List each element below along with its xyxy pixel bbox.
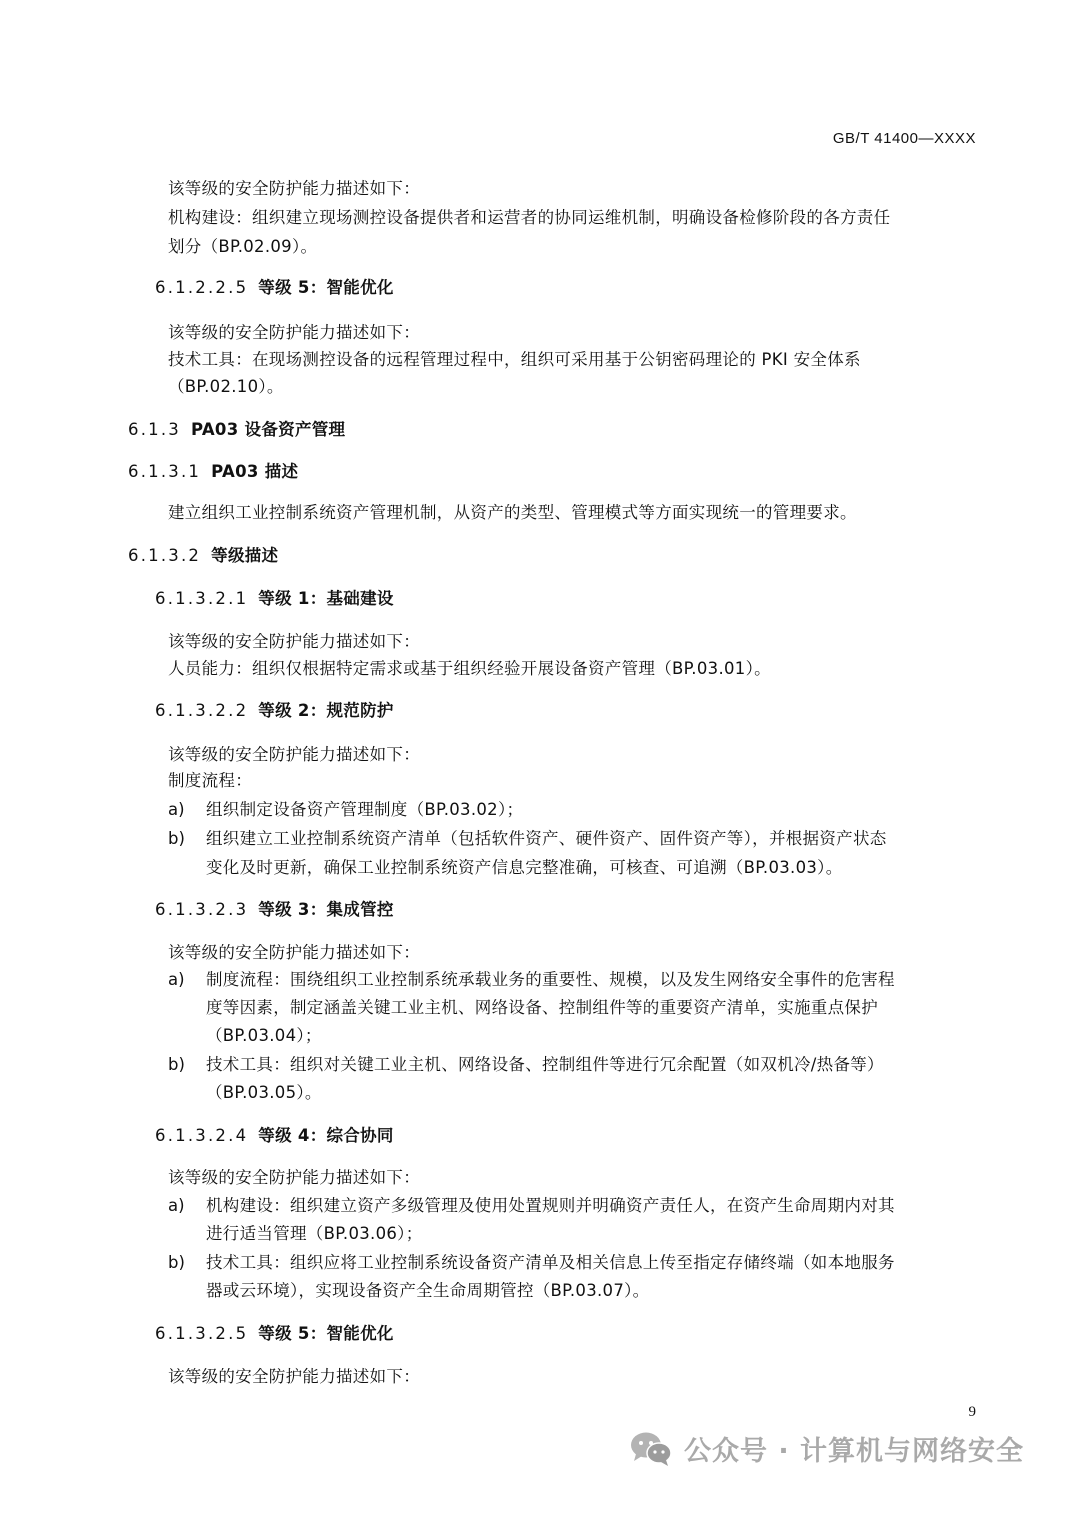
paragraph: 该等级的安全防护能力描述如下：	[168, 1168, 420, 1187]
list-item-text: （BP.03.05）。	[206, 1083, 322, 1102]
list-item-text: 进行适当管理（BP.03.06）；	[206, 1224, 423, 1243]
section-heading	[128, 417, 345, 443]
wechat-icon	[628, 1428, 674, 1468]
paragraph: 技术工具：在现场测控设备的远程管理过程中，组织可采用基于公钥密码理论的 PKI 安全体系	[168, 350, 861, 369]
list-item-text: 技术工具：组织应将工业控制系统设备资产清单及相关信息上传至指定存储终端（如本地服务	[206, 1253, 895, 1272]
paragraph: 该等级的安全防护能力描述如下：	[168, 1367, 420, 1386]
list-marker: b)	[168, 1253, 185, 1272]
paragraph: 建立组织工业控制系统资产管理机制，从资产的类型、管理模式等方面实现统一的管理要求。	[168, 503, 857, 522]
section-title: 等级 3：集成管控	[258, 900, 394, 919]
list-item-text: 组织建立工业控制系统资产清单（包括软件资产、硬件资产、固件资产等），并根据资产状态	[206, 829, 887, 848]
paragraph: 机构建设：组织建立现场测控设备提供者和运营者的协同运维机制，明确设备检修阶段的各方责任	[168, 208, 891, 227]
section-number: 6.1.3	[128, 420, 181, 439]
list-item-text: 机构建设：组织建立资产多级管理及使用处置规则并明确资产责任人，在资产生命周期内对其	[206, 1196, 895, 1215]
section-heading	[155, 586, 394, 612]
paragraph: 制度流程：	[168, 771, 252, 790]
watermark-text: 公众号 · 计算机与网络安全	[684, 1435, 1025, 1467]
list-item-text: 技术工具：组织对关键工业主机、网络设备、控制组件等进行冗余配置（如双机冷/热备等）	[206, 1055, 884, 1074]
list-marker: a)	[168, 1196, 185, 1215]
section-title: PA03 设备资产管理	[190, 420, 346, 439]
list-item-text: 组织制定设备资产管理制度（BP.03.02）；	[206, 800, 524, 819]
section-title: 等级 4：综合协同	[258, 1126, 394, 1145]
section-number: 6.1.3.2.3	[155, 900, 249, 919]
section-title: 等级 5：智能优化	[258, 1324, 394, 1343]
paragraph: 该等级的安全防护能力描述如下：	[168, 632, 420, 651]
section-heading	[155, 698, 394, 724]
watermark	[628, 1428, 1024, 1468]
section-heading	[128, 543, 278, 569]
list-marker: a)	[168, 970, 185, 989]
list-item-text: 制度流程：围绕组织工业控制系统承载业务的重要性、规模，以及发生网络安全事件的危害程	[206, 970, 895, 989]
section-title: PA03 描述	[211, 462, 299, 481]
section-number: 6.1.3.2	[128, 546, 202, 565]
section-title: 等级描述	[211, 546, 279, 565]
paragraph: 该等级的安全防护能力描述如下：	[168, 179, 420, 198]
list-marker: b)	[168, 829, 185, 848]
section-number: 6.1.3.2.2	[155, 701, 249, 720]
list-item-text: 变化及时更新，确保工业控制系统资产信息完整准确，可核查、可追溯（BP.03.03）。	[206, 858, 843, 877]
section-heading	[155, 1321, 394, 1347]
section-number: 6.1.3.1	[128, 462, 202, 481]
section-title: 等级 2：规范防护	[258, 701, 394, 720]
section-title: 等级 5：智能优化	[258, 278, 394, 297]
section-number: 6.1.2.2.5	[155, 278, 249, 297]
section-title: 等级 1：基础建设	[258, 589, 394, 608]
paragraph: （BP.02.10）。	[168, 377, 284, 396]
paragraph: 该等级的安全防护能力描述如下：	[168, 943, 420, 962]
paragraph: 人员能力：组织仅根据特定需求或基于组织经验开展设备资产管理（BP.03.01）。	[168, 659, 771, 678]
list-item-text: 器或云环境），实现设备资产全生命周期管控（BP.03.07）。	[206, 1281, 650, 1300]
list-item-text: （BP.03.04）；	[206, 1026, 322, 1045]
paragraph: 该等级的安全防护能力描述如下：	[168, 323, 420, 342]
list-marker: b)	[168, 1055, 185, 1074]
page-number: 9	[968, 1404, 976, 1420]
list-item-text: 度等因素，制定涵盖关键工业主机、网络设备、控制组件等的重要资产清单，实施重点保护	[206, 998, 878, 1017]
section-number: 6.1.3.2.5	[155, 1324, 249, 1343]
document-code: GB/T 41400—XXXX	[832, 130, 976, 147]
paragraph: 该等级的安全防护能力描述如下：	[168, 745, 420, 764]
list-marker: a)	[168, 800, 185, 819]
section-number: 6.1.3.2.1	[155, 589, 249, 608]
section-number: 6.1.3.2.4	[155, 1126, 249, 1145]
paragraph: 划分（BP.02.09）。	[168, 237, 318, 256]
section-heading	[128, 459, 298, 485]
section-heading	[155, 897, 394, 923]
section-heading	[155, 1123, 394, 1149]
section-heading	[155, 275, 394, 301]
